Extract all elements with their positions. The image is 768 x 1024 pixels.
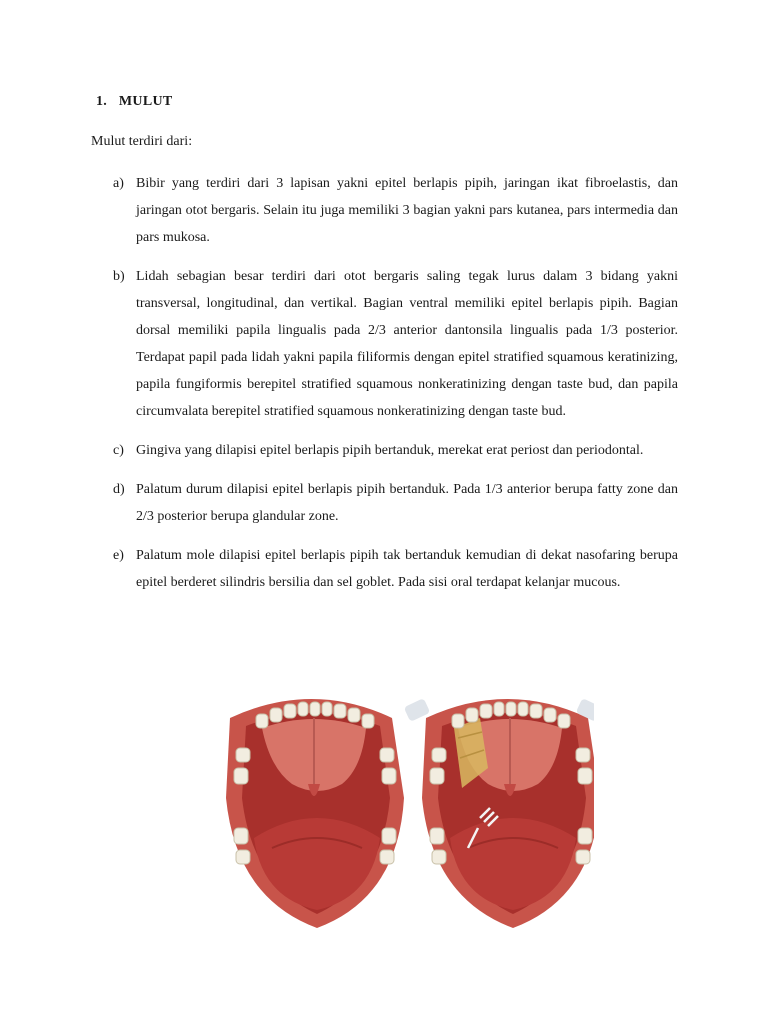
list-item-text: Lidah sebagian besar terdiri dari otot bergaris saling tegak lurus dalam 3 bidang yakni transversal, longitudinal, dan vertikal. Bagian ventral memiliki epitel berlapis pipih. Bagian dorsal memiliki papila lingualis pada 2/3 anterior dantonsila lingualis pada 1/3 posterior. Terdapat papil pada lidah yakni papila filiformis dengan epitel stratified squamous keratinizing, papila fungiformis berepitel stratified squamous nonkeratinizing dengan taste bud, dan papila circumvalata berepitel stratified squamous nonkeratinizing dengan taste bud. [136, 269, 678, 419]
list-marker: b) [113, 269, 125, 284]
mouth-anatomy-figure [222, 688, 594, 930]
section-heading [96, 94, 173, 110]
right-mouth-illustration [404, 698, 594, 928]
list-item-text: Gingiva yang dilapisi epitel berlapis pipih bertanduk, merekat erat periost dan periodontal. [136, 443, 644, 458]
list-marker: c) [113, 443, 124, 458]
list-item [113, 437, 678, 464]
list-item-text: Bibir yang terdiri dari 3 lapisan yakni epitel berlapis pipih, jaringan ikat fibroelastis, dan jaringan otot bergaris. Selain itu juga memiliki 3 bagian yakni pars kutanea, pars intermedia dan pars mukosa. [136, 176, 678, 245]
left-mouth-illustration [226, 699, 404, 928]
section-title: MULUT [118, 94, 173, 109]
list-marker: e) [113, 548, 124, 563]
list-item [113, 542, 678, 596]
list-item [113, 263, 678, 425]
open-mouth-anatomy-icon [222, 688, 594, 930]
list-marker: d) [113, 482, 125, 497]
intro-text: Mulut terdiri dari: [91, 134, 193, 149]
list-item-text: Palatum durum dilapisi epitel berlapis pipih bertanduk. Pada 1/3 anterior berupa fatty zone dan 2/3 posterior berupa glandular zone. [136, 482, 678, 524]
list-marker: a) [113, 176, 124, 191]
list-item [113, 476, 678, 530]
list-item [113, 170, 678, 251]
list-item-text: Palatum mole dilapisi epitel berlapis pipih tak bertanduk kemudian di dekat nasofaring berupa epitel berderet silindris bersilia dan sel goblet. Pada sisi oral terdapat kelanjar mucous. [136, 548, 678, 590]
section-number: 1. [96, 94, 108, 109]
content-list [113, 170, 678, 608]
